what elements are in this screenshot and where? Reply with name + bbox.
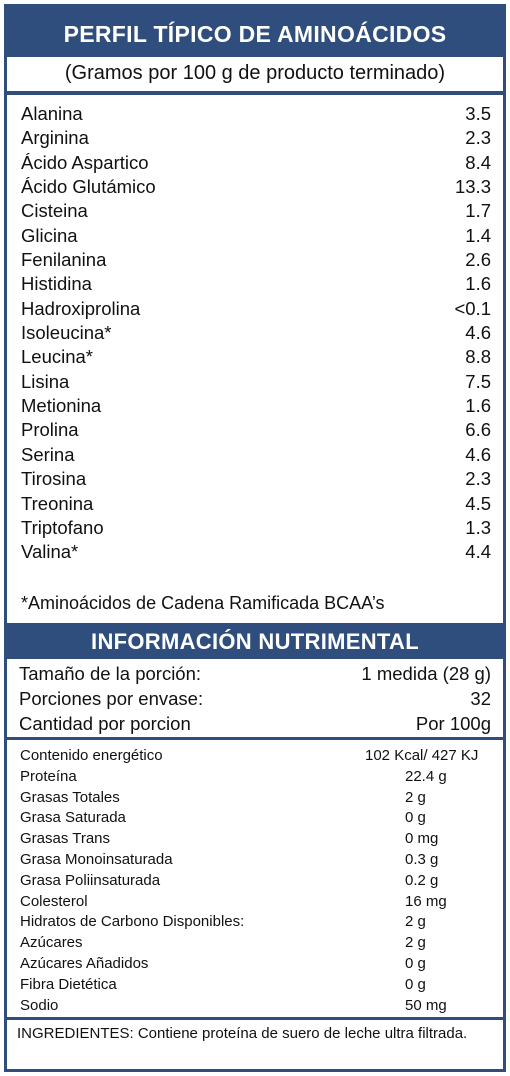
row-name: Colesterol bbox=[20, 892, 88, 910]
row-value: 8.8 bbox=[465, 346, 491, 368]
row-name: Leucina* bbox=[21, 346, 94, 368]
row-value: 1.3 bbox=[465, 516, 491, 538]
serving-info bbox=[19, 661, 491, 736]
ingredients-text: INGREDIENTES: Contiene proteína de suero de leche ultra filtrada. bbox=[17, 1025, 468, 1042]
table-row bbox=[21, 224, 491, 248]
row-value: 0.2 g bbox=[405, 871, 439, 889]
table-row bbox=[21, 443, 491, 467]
table-row bbox=[20, 829, 493, 850]
row-value: 4.4 bbox=[465, 541, 491, 563]
row-name: Serina bbox=[21, 443, 75, 465]
table-row bbox=[20, 808, 493, 829]
table-row bbox=[21, 126, 491, 150]
row-value: 6.6 bbox=[465, 419, 491, 441]
divider bbox=[7, 737, 503, 740]
row-name: Azúcares Añadidos bbox=[20, 954, 149, 972]
serving-value: 32 bbox=[470, 688, 491, 709]
row-value: <0.1 bbox=[454, 297, 491, 319]
row-name: Sodio bbox=[20, 996, 59, 1014]
bcaa-footnote: *Aminoácidos de Cadena Ramificada BCAA’s bbox=[21, 593, 385, 613]
row-name: Grasas Totales bbox=[20, 788, 120, 806]
serving-value: 1 medida (28 g) bbox=[361, 663, 491, 684]
table-row bbox=[21, 418, 491, 442]
row-name: Alanina bbox=[21, 103, 83, 124]
nutrition-table bbox=[20, 746, 493, 1016]
row-name: Treonina bbox=[21, 492, 94, 514]
row-name: Triptofano bbox=[21, 516, 104, 538]
row-value: 0 g bbox=[405, 975, 426, 993]
table-row bbox=[20, 892, 493, 913]
table-row bbox=[20, 954, 493, 975]
table-row bbox=[20, 767, 493, 788]
row-name: Glicina bbox=[21, 224, 78, 246]
table-row bbox=[21, 516, 491, 540]
table-row bbox=[21, 467, 491, 491]
row-value: 1.6 bbox=[465, 273, 491, 295]
serving-row bbox=[19, 686, 491, 711]
serving-label: Porciones por envase: bbox=[19, 688, 204, 709]
row-name: Contenido energético bbox=[20, 747, 163, 764]
table-row bbox=[21, 175, 491, 199]
row-name: Ácido Aspartico bbox=[21, 151, 149, 173]
nutrition-label bbox=[4, 4, 506, 1072]
row-value: 3.5 bbox=[465, 103, 491, 124]
table-row bbox=[20, 746, 493, 767]
row-value: 0 g bbox=[405, 809, 426, 827]
row-name: Tirosina bbox=[21, 468, 87, 490]
row-value: 1.4 bbox=[465, 224, 491, 246]
row-name: Lisina bbox=[21, 370, 70, 392]
row-value: 4.6 bbox=[465, 443, 491, 465]
row-value: 0.3 g bbox=[405, 850, 439, 868]
row-value: 13.3 bbox=[454, 176, 491, 198]
row-value: 8.4 bbox=[465, 151, 491, 173]
amino-profile-subtitle: (Gramos por 100 g de producto terminado) bbox=[64, 62, 446, 84]
row-name: Proteína bbox=[20, 767, 77, 785]
table-row bbox=[21, 394, 491, 418]
row-name: Grasa Saturada bbox=[20, 809, 126, 827]
table-row bbox=[21, 248, 491, 272]
table-row bbox=[21, 151, 491, 175]
row-value: 50 mg bbox=[405, 996, 447, 1014]
amino-profile-title: PERFIL TÍPICO DE AMINOÁCIDOS bbox=[7, 7, 503, 57]
row-value: 4.5 bbox=[465, 492, 491, 514]
row-name: Hidratos de Carbono Disponibles: bbox=[20, 913, 245, 931]
table-row bbox=[21, 321, 491, 345]
row-name: Histidina bbox=[21, 273, 92, 295]
table-row bbox=[20, 996, 493, 1017]
row-value: 2 g bbox=[405, 788, 426, 806]
row-value: 7.5 bbox=[465, 370, 491, 392]
table-row bbox=[20, 933, 493, 954]
nutrition-title: INFORMACIÓN NUTRIMENTAL bbox=[7, 623, 503, 659]
row-value: 16 mg bbox=[405, 892, 447, 910]
divider bbox=[7, 1017, 503, 1020]
table-row bbox=[20, 850, 493, 871]
serving-value: Por 100g bbox=[415, 713, 491, 734]
table-row bbox=[21, 297, 491, 321]
row-name: Fibra Dietética bbox=[20, 975, 117, 993]
row-value: 102 Kcal/ 427 KJ bbox=[365, 747, 479, 764]
row-value: 2.6 bbox=[465, 249, 491, 271]
row-name: Prolina bbox=[21, 419, 79, 441]
table-row bbox=[20, 912, 493, 933]
table-row bbox=[21, 272, 491, 296]
row-name: Hadroxiprolina bbox=[21, 297, 141, 319]
table-row bbox=[21, 492, 491, 516]
table-row bbox=[20, 788, 493, 809]
row-name: Azúcares bbox=[20, 934, 83, 952]
row-value: 1.7 bbox=[465, 200, 491, 222]
row-name: Grasas Trans bbox=[20, 830, 111, 848]
amino-table bbox=[21, 102, 491, 565]
row-value: 4.6 bbox=[465, 322, 491, 344]
table-row bbox=[21, 199, 491, 223]
serving-label: Tamaño de la porción: bbox=[19, 663, 202, 684]
row-value: 0 g bbox=[405, 954, 426, 972]
row-name: Valina* bbox=[21, 541, 79, 563]
serving-row bbox=[19, 661, 491, 686]
serving-label: Cantidad por porcion bbox=[19, 713, 191, 734]
row-value: 2.3 bbox=[465, 127, 491, 149]
row-name: Metionina bbox=[21, 395, 102, 417]
row-name: Ácido Glutámico bbox=[21, 176, 156, 198]
row-value: 2 g bbox=[405, 913, 426, 931]
table-row bbox=[20, 975, 493, 996]
divider bbox=[7, 91, 503, 95]
row-value: 2.3 bbox=[465, 468, 491, 490]
row-name: Grasa Poliinsaturada bbox=[20, 871, 161, 889]
row-name: Arginina bbox=[21, 127, 89, 149]
row-value: 2 g bbox=[405, 934, 426, 952]
row-name: Grasa Monoinsaturada bbox=[20, 850, 173, 868]
row-name: Isoleucina* bbox=[21, 322, 112, 344]
table-row bbox=[21, 102, 491, 126]
row-value: 0 mg bbox=[405, 830, 439, 848]
table-row bbox=[20, 871, 493, 892]
row-value: 1.6 bbox=[465, 395, 491, 417]
table-row bbox=[21, 370, 491, 394]
table-row bbox=[21, 540, 491, 564]
serving-row bbox=[19, 711, 491, 736]
table-row bbox=[21, 345, 491, 369]
row-name: Fenilanina bbox=[21, 249, 107, 271]
row-name: Cisteina bbox=[21, 200, 88, 222]
row-value: 22.4 g bbox=[405, 767, 447, 785]
